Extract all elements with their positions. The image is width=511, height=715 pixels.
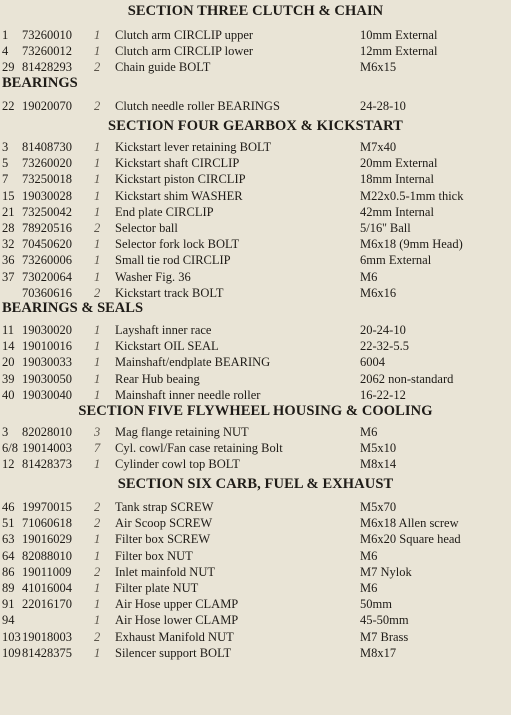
part-number: 78920516 <box>22 221 72 235</box>
quantity: 1 <box>94 28 101 42</box>
description: Small tie rod CIRCLIP <box>115 253 231 268</box>
description: Kickstart shaft CIRCLIP <box>115 156 240 171</box>
description: End plate CIRCLIP <box>115 204 214 219</box>
ref-number: 5 <box>2 156 9 171</box>
quantity: 2 <box>94 516 101 531</box>
description: Chain guide BOLT <box>115 60 211 75</box>
quantity: 1 <box>94 645 101 660</box>
part-number: 81428293 <box>22 60 72 75</box>
table-row <box>0 612 511 628</box>
quantity: 1 <box>94 269 101 284</box>
description: Kickstart piston CIRCLIP <box>115 172 246 187</box>
specification: 45-50mm <box>360 613 409 628</box>
part-number: 19016029 <box>22 532 72 547</box>
quantity: 1 <box>94 204 101 219</box>
quantity: 3 <box>94 425 101 439</box>
table-row <box>0 269 511 285</box>
specification: M6x16 <box>360 285 397 300</box>
table-row <box>0 322 511 338</box>
specification: M6x18 Allen screw <box>360 516 459 531</box>
quantity: 1 <box>94 613 101 628</box>
specification: M7 Nylok <box>360 564 412 579</box>
description: Cyl. cowl/Fan case retaining Bolt <box>115 441 283 456</box>
table-row <box>0 220 511 236</box>
description: Air Hose upper CLAMP <box>115 597 239 612</box>
quantity: 2 <box>94 99 101 113</box>
quantity: 1 <box>94 323 101 337</box>
table-row <box>0 629 511 645</box>
part-number: 73250018 <box>22 172 72 187</box>
description: Rear Hub beaing <box>115 371 200 386</box>
table-row <box>0 139 511 155</box>
section-title: SECTION FOUR GEARBOX & KICKSTART <box>108 118 403 134</box>
ref-number: 3 <box>2 425 9 439</box>
section-title: SECTION THREE CLUTCH & CHAIN <box>127 3 384 19</box>
table-row <box>0 338 511 354</box>
quantity: 1 <box>94 457 101 472</box>
quantity: 1 <box>94 387 101 402</box>
quantity: 2 <box>94 629 101 644</box>
part-number: 19011009 <box>22 564 72 579</box>
ref-number: 28 <box>2 221 15 235</box>
quantity: 7 <box>94 441 101 456</box>
part-number: 19030050 <box>22 371 72 386</box>
description: Kickstart shim WASHER <box>115 188 243 203</box>
table-row <box>0 456 511 472</box>
table-row <box>0 236 511 252</box>
description: Cylinder cowl top BOLT <box>115 457 240 472</box>
specification: M6 <box>360 425 378 439</box>
table-row <box>0 387 511 403</box>
specification: M8x17 <box>360 645 397 660</box>
quantity: 2 <box>94 60 101 75</box>
part-number: 19030028 <box>22 188 72 203</box>
description: Air Scoop SCREW <box>115 516 213 531</box>
table-row <box>0 252 511 268</box>
quantity: 1 <box>94 188 101 203</box>
section-title: SECTION FIVE FLYWHEEL HOUSING & COOLING <box>78 403 433 419</box>
specification: 50mm <box>360 597 392 612</box>
ref-number: 103 <box>2 629 21 644</box>
specification: M6 <box>360 269 378 284</box>
quantity: 2 <box>94 221 101 235</box>
description: Clutch needle roller BEARINGS <box>115 99 280 113</box>
specification: 18mm Internal <box>360 172 434 187</box>
part-number: 19970015 <box>22 500 72 514</box>
specification: 20-24-10 <box>360 323 406 337</box>
specification: 22-32-5.5 <box>360 339 409 354</box>
description: Selector ball <box>115 221 178 235</box>
table-row <box>0 424 511 440</box>
part-number: 19030033 <box>22 355 72 370</box>
part-number: 70450620 <box>22 237 72 252</box>
specification: M6 <box>360 548 378 563</box>
part-number: 19014003 <box>22 441 72 456</box>
table-row <box>0 580 511 596</box>
table-row <box>0 155 511 171</box>
subsection-title: BEARINGS <box>2 75 78 91</box>
part-number: 19030040 <box>22 387 72 402</box>
part-number: 73260012 <box>22 44 72 59</box>
quantity: 1 <box>94 371 101 386</box>
description: Kickstart lever retaining BOLT <box>115 140 272 154</box>
table-row <box>0 515 511 531</box>
ref-number: 46 <box>2 500 15 514</box>
table-row <box>0 564 511 580</box>
quantity: 1 <box>94 253 101 268</box>
specification: 10mm External <box>360 28 438 42</box>
part-number: 81408730 <box>22 140 72 154</box>
description: Air Hose lower CLAMP <box>115 613 239 628</box>
ref-number: 109 <box>2 645 21 660</box>
specification: M8x14 <box>360 457 397 472</box>
ref-number: 64 <box>2 548 15 563</box>
specification: 24-28-10 <box>360 99 406 113</box>
quantity: 1 <box>94 548 101 563</box>
description: Clutch arm CIRCLIP lower <box>115 44 254 59</box>
section-title: SECTION SIX CARB, FUEL & EXHAUST <box>117 476 394 492</box>
part-number: 19018003 <box>22 629 72 644</box>
description: Layshaft inner race <box>115 323 212 337</box>
ref-number: 86 <box>2 564 15 579</box>
specification: M6x20 Square head <box>360 532 461 547</box>
table-row <box>0 204 511 220</box>
part-number: 82088010 <box>22 548 72 563</box>
ref-number: 11 <box>2 323 15 337</box>
specification: 6mm External <box>360 253 432 268</box>
ref-number: 91 <box>2 597 15 612</box>
part-number: 41016004 <box>22 581 72 595</box>
description: Filter plate NUT <box>115 581 199 595</box>
quantity: 1 <box>94 44 101 59</box>
table-row <box>0 596 511 612</box>
description: Mainshaft inner needle roller <box>115 387 261 402</box>
description: Kickstart OIL SEAL <box>115 339 219 354</box>
quantity: 1 <box>94 597 101 612</box>
quantity: 1 <box>94 140 101 154</box>
part-number: 73260020 <box>22 156 72 171</box>
part-number: 82028010 <box>22 425 72 439</box>
description: Exhaust Manifold NUT <box>115 629 234 644</box>
specification: M6 <box>360 581 378 595</box>
part-number: 71060618 <box>22 516 72 531</box>
ref-number: 29 <box>2 60 15 75</box>
ref-number: 32 <box>2 237 15 252</box>
specification: 5/16'' Ball <box>360 221 411 235</box>
table-row <box>0 43 511 59</box>
description: Tank strap SCREW <box>115 500 214 514</box>
ref-number: 4 <box>2 44 9 59</box>
description: Mag flange retaining NUT <box>115 425 249 439</box>
ref-number: 7 <box>2 172 9 187</box>
part-number: 81428373 <box>22 457 72 472</box>
table-row <box>0 440 511 456</box>
quantity: 2 <box>94 500 101 514</box>
ref-number: 15 <box>2 188 15 203</box>
part-number: 22016170 <box>22 597 72 612</box>
description: Filter box SCREW <box>115 532 211 547</box>
quantity: 1 <box>94 339 101 354</box>
description: Selector fork lock BOLT <box>115 237 240 252</box>
specification: 42mm Internal <box>360 204 434 219</box>
ref-number: 3 <box>2 140 9 154</box>
ref-number: 6/8 <box>2 441 18 456</box>
specification: 6004 <box>360 355 385 370</box>
quantity: 1 <box>94 237 101 252</box>
ref-number: 21 <box>2 204 15 219</box>
quantity: 1 <box>94 532 101 547</box>
part-number: 81428375 <box>22 645 72 660</box>
subsection-title: BEARINGS & SEALS <box>2 300 144 316</box>
table-row <box>0 499 511 515</box>
ref-number: 94 <box>2 613 15 628</box>
specification: 20mm External <box>360 156 438 171</box>
ref-number: 51 <box>2 516 15 531</box>
specification: M5x70 <box>360 500 397 514</box>
ref-number: 20 <box>2 355 15 370</box>
part-number: 73020064 <box>22 269 72 284</box>
part-number: 73250042 <box>22 204 72 219</box>
specification: M7 Brass <box>360 629 409 644</box>
part-number: 73260006 <box>22 253 72 268</box>
specification: M22x0.5-1mm thick <box>360 188 464 203</box>
table-row <box>0 371 511 387</box>
quantity: 2 <box>94 285 101 300</box>
ref-number: 12 <box>2 457 15 472</box>
description: Inlet mainfold NUT <box>115 564 215 579</box>
ref-number: 37 <box>2 269 15 284</box>
description: Filter box NUT <box>115 548 193 563</box>
table-row <box>0 645 511 661</box>
specification: M6x15 <box>360 60 397 75</box>
quantity: 2 <box>94 564 101 579</box>
quantity: 1 <box>94 172 101 187</box>
ref-number: 22 <box>2 99 15 113</box>
part-number: 19010016 <box>22 339 72 354</box>
table-row <box>0 188 511 204</box>
description: Clutch arm CIRCLIP upper <box>115 28 254 42</box>
specification: 12mm External <box>360 44 438 59</box>
specification: M5x10 <box>360 441 397 456</box>
part-number: 70360616 <box>22 285 72 300</box>
ref-number: 89 <box>2 581 15 595</box>
description: Silencer support BOLT <box>115 645 232 660</box>
ref-number: 36 <box>2 253 15 268</box>
description: Washer Fig. 36 <box>115 269 191 284</box>
table-row <box>0 59 511 75</box>
specification: 2062 non-standard <box>360 371 454 386</box>
quantity: 1 <box>94 156 101 171</box>
ref-number: 63 <box>2 532 15 547</box>
table-row <box>0 354 511 370</box>
table-row <box>0 171 511 187</box>
table-row <box>0 548 511 564</box>
specification: M6x18 (9mm Head) <box>360 237 463 252</box>
ref-number: 1 <box>2 28 9 42</box>
part-number: 19020070 <box>22 99 72 113</box>
ref-number: 39 <box>2 371 15 386</box>
table-row <box>0 285 511 301</box>
quantity: 1 <box>94 355 101 370</box>
specification: M7x40 <box>360 140 397 154</box>
quantity: 1 <box>94 581 101 595</box>
description: Mainshaft/endplate BEARING <box>115 355 271 370</box>
description: Kickstart track BOLT <box>115 285 224 300</box>
ref-number: 40 <box>2 387 15 402</box>
table-row <box>0 531 511 547</box>
table-row <box>0 27 511 43</box>
part-number: 73260010 <box>22 28 72 42</box>
ref-number: 14 <box>2 339 15 354</box>
table-row <box>0 98 511 114</box>
specification: 16-22-12 <box>360 387 406 402</box>
part-number: 19030020 <box>22 323 72 337</box>
